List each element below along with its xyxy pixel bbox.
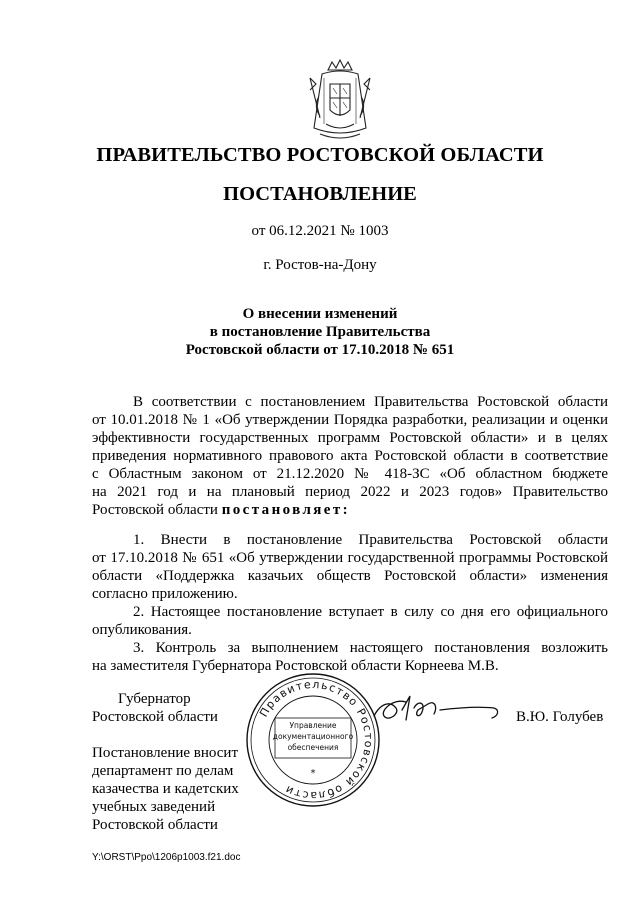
stamp-center-line: обеспечения: [287, 743, 339, 752]
decree-keyword: постановляет:: [221, 502, 350, 518]
paragraph-line: В соответствии с постановлением Правительства Ростовской области: [133, 394, 608, 410]
file-path: Y:\ORST\Ppo\1206p1003.f21.doc: [92, 852, 241, 863]
subject-line: Ростовской области от 17.10.2018 № 651: [185, 342, 455, 358]
coat-of-arms-icon: [300, 58, 380, 144]
paragraph-line: на заместителя Губернатора Ростовской области Корнеева М.В.: [92, 658, 499, 674]
submitted-by-line: казачества и кадетских: [92, 781, 239, 797]
handwritten-signature-icon: [366, 686, 506, 734]
paragraph-line: [92, 501, 608, 519]
item-2-paragraph: [92, 603, 608, 639]
paragraph-line: 3. Контроль за выполнением настоящего постановления возложить: [133, 640, 608, 656]
paragraph-line: от 17.10.2018 № 651 «Об утверждении государственной программы Ростовской: [92, 550, 608, 566]
paragraph-line: эффективности государственных программ Ростовской области» и в целях: [92, 430, 608, 446]
document-date-number: от 06.12.2021 № 1003: [251, 223, 389, 239]
document-subject: [0, 305, 640, 359]
submitted-by: [92, 744, 239, 834]
signatory-name: В.Ю. Голубев: [516, 709, 604, 725]
official-stamp: [243, 670, 383, 810]
item-1-paragraph: [92, 531, 608, 603]
stamp-center-line: Управление: [289, 721, 337, 730]
submitted-by-line: департамент по делам: [92, 763, 234, 779]
signatory-title: Губернатор: [118, 691, 191, 707]
government-title: ПРАВИТЕЛЬСТВО РОСТОВСКОЙ ОБЛАСТИ: [96, 144, 544, 166]
stamp-center-line: документационного: [272, 732, 354, 741]
stamp-star: *: [310, 768, 316, 779]
subject-line: О внесении изменений: [242, 306, 398, 322]
preamble-paragraph: [92, 393, 608, 519]
stamp-ring-path: Правительство Ростовской области: [257, 677, 376, 803]
submitted-by-line: Постановление вносит: [92, 745, 239, 761]
subject-line: в постановление Правительства: [209, 324, 431, 340]
document-type: ПОСТАНОВЛЕНИЕ: [223, 183, 417, 205]
submitted-by-line: учебных заведений: [92, 799, 216, 815]
paragraph-line: опубликования.: [92, 622, 192, 638]
paragraph-line: 2. Настоящее постановление вступает в силу со дня его официального: [133, 604, 608, 620]
preamble-text: Ростовской области: [92, 502, 222, 518]
paragraph-line: 1. Внести в постановление Правительства Ростовской области: [133, 532, 608, 548]
paragraph-line: от 10.01.2018 № 1 «Об утверждении Порядка разработки, реализации и оценки: [92, 412, 608, 428]
paragraph-line: области «Поддержка казачьих обществ Ростовской области» изменения: [92, 568, 608, 584]
paragraph-line: согласно приложению.: [92, 586, 238, 602]
paragraph-line: с Областным законом от 21.12.2020 № 418-ЗС «Об областном бюджете: [92, 466, 608, 482]
submitted-by-line: Ростовской области: [92, 817, 218, 833]
signatory-region: Ростовской области: [92, 709, 218, 725]
paragraph-line: на 2021 год и на плановый период 2022 и 2023 годов» Правительство: [92, 484, 608, 500]
document-city: г. Ростов-на-Дону: [263, 257, 377, 273]
paragraph-line: приведения нормативного правового акта Ростовской области в соответствие: [92, 448, 608, 464]
